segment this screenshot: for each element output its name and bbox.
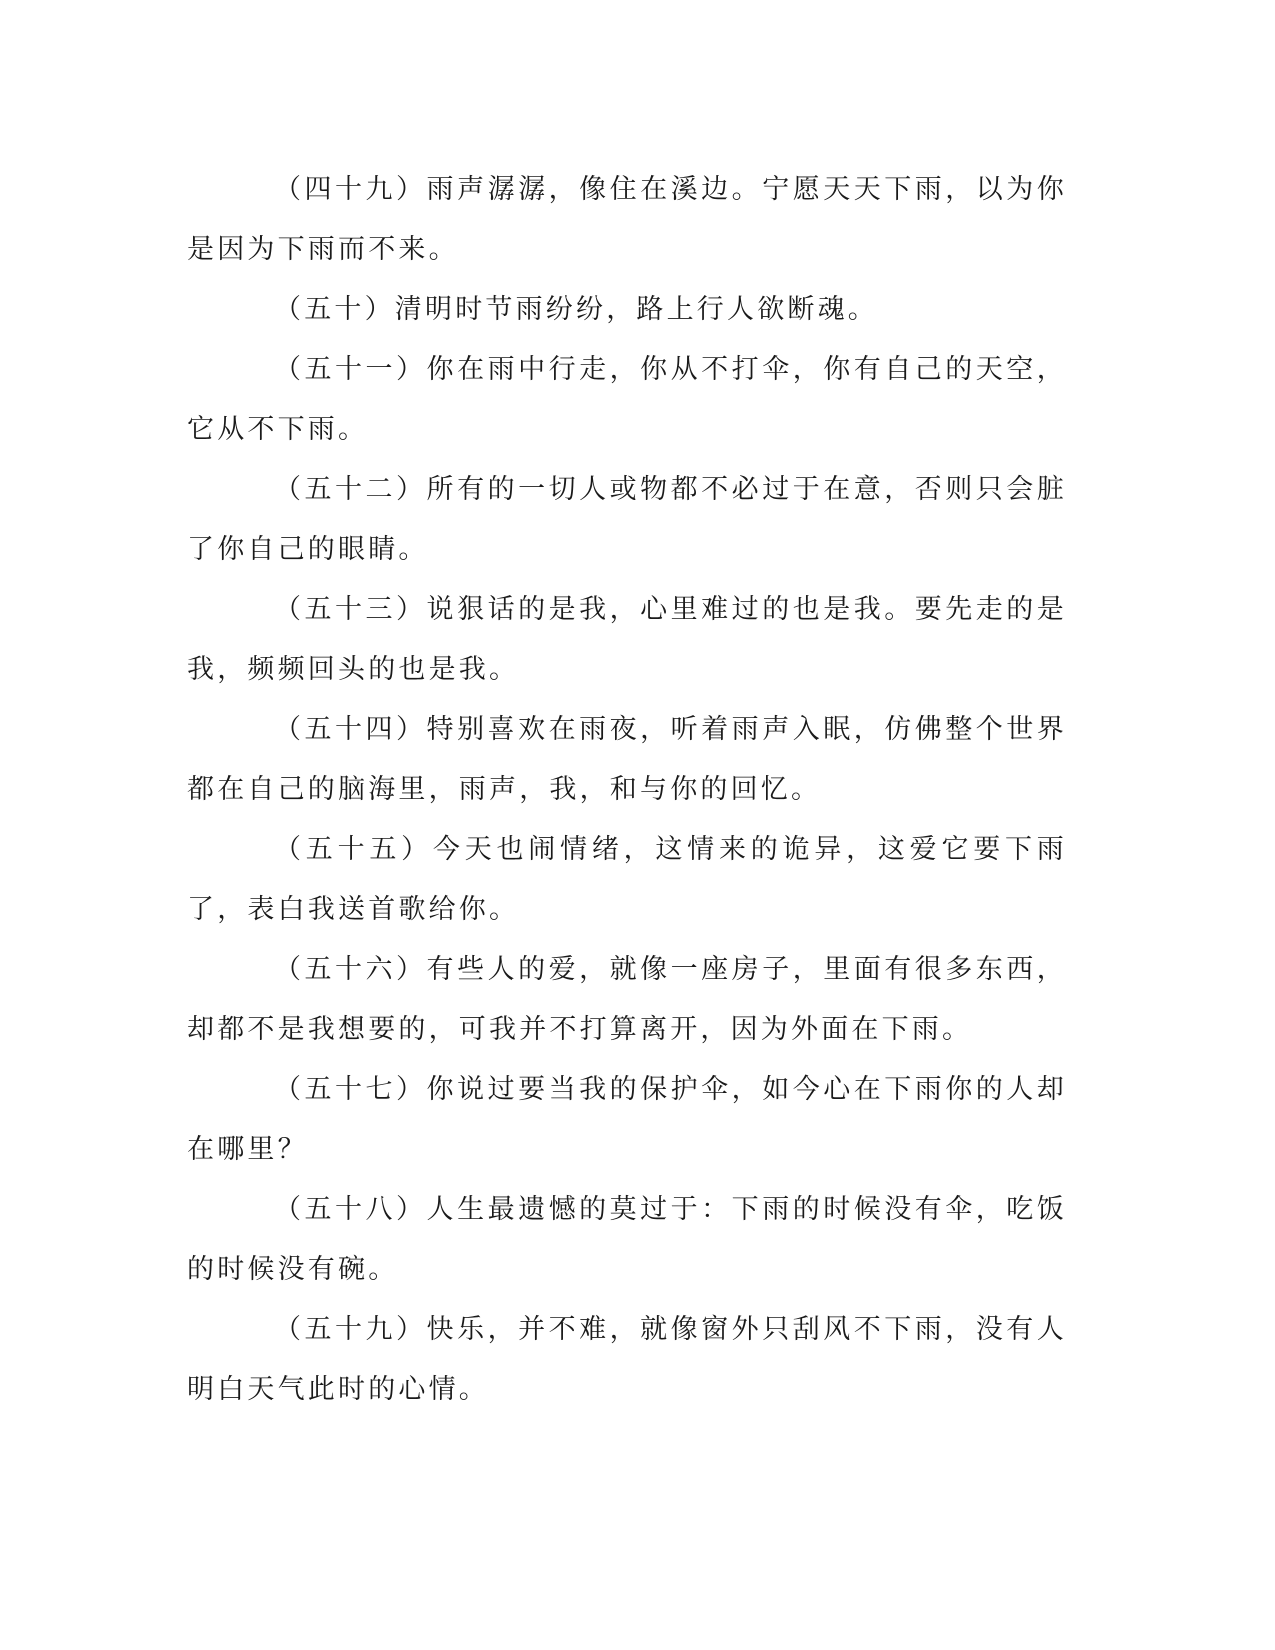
paragraph-51: （五十一）你在雨中行走，你从不打伞，你有自己的天空，它从不下雨。 <box>187 354 1067 445</box>
paragraph-54: （五十四）特别喜欢在雨夜，听着雨声入眠，仿佛整个世界都在自己的脑海里，雨声，我，和与你的回忆。 <box>187 714 1067 805</box>
paragraph-53: （五十三）说狠话的是我，心里难过的也是我。要先走的是我，频频回头的也是我。 <box>187 594 1067 685</box>
paragraph-49: （四十九）雨声潺潺，像住在溪边。宁愿天天下雨，以为你是因为下雨而不来。 <box>187 174 1067 265</box>
paragraph-59: （五十九）快乐，并不难，就像窗外只刮风不下雨，没有人明白天气此时的心情。 <box>187 1314 1067 1405</box>
paragraph-52: （五十二）所有的一切人或物都不必过于在意，否则只会脏了你自己的眼睛。 <box>187 474 1067 565</box>
paragraph-55: （五十五）今天也闹情绪，这情来的诡异，这爱它要下雨了，表白我送首歌给你。 <box>187 834 1067 925</box>
document-body <box>187 160 1067 1420</box>
paragraph-56: （五十六）有些人的爱，就像一座房子，里面有很多东西，却都不是我想要的，可我并不打算离开，因为外面在下雨。 <box>187 954 1067 1045</box>
paragraph-50: （五十）清明时节雨纷纷，路上行人欲断魂。 <box>274 294 878 325</box>
paragraph-58: （五十八）人生最遗憾的莫过于：下雨的时候没有伞，吃饭的时候没有碗。 <box>187 1194 1067 1285</box>
paragraph-57: （五十七）你说过要当我的保护伞，如今心在下雨你的人却在哪里？ <box>187 1074 1067 1165</box>
